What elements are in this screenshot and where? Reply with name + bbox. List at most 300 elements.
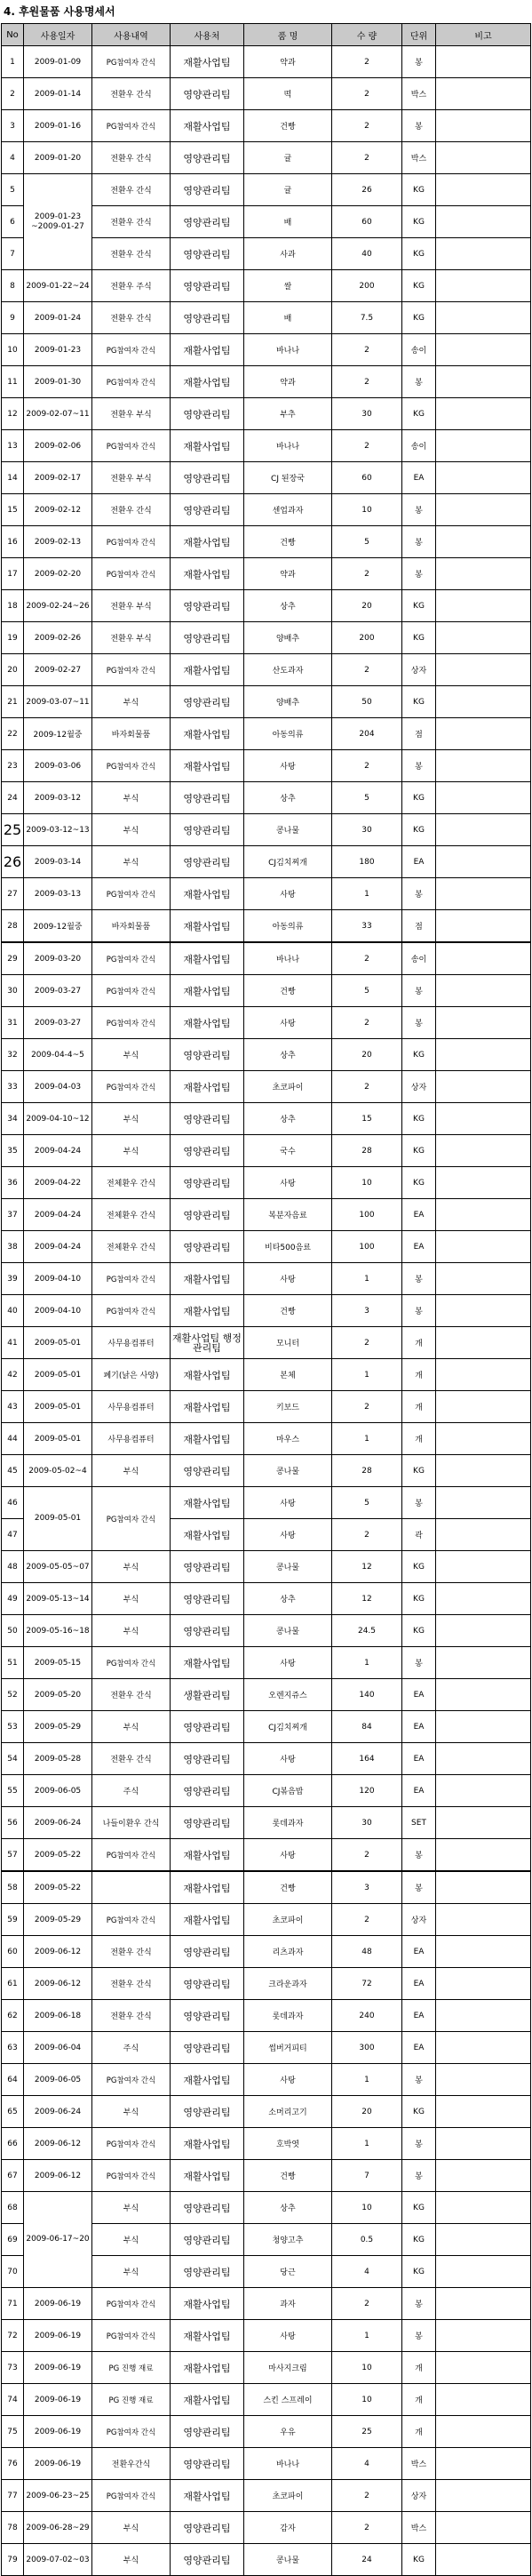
cell-reason: 전환우 간식 — [92, 1743, 171, 1775]
cell-note — [436, 110, 531, 142]
table-row — [2, 782, 531, 814]
cell-item: 스킨 스프레이 — [244, 2384, 332, 2416]
cell-note — [436, 430, 531, 462]
cell-reason: 전환우 부식 — [92, 462, 171, 494]
cell-no: 8 — [2, 270, 24, 302]
cell-reason: 부식 — [92, 1711, 171, 1743]
cell-note — [436, 1904, 531, 1936]
cell-dept: 영양관리팀 — [171, 2000, 244, 2032]
cell-reason: 전환우 간식 — [92, 302, 171, 334]
cell-reason: 부식 — [92, 782, 171, 814]
cell-qty: 48 — [332, 1936, 402, 1968]
table-row — [2, 1583, 531, 1615]
cell-date: 2009-06-19 — [24, 2448, 92, 2480]
cell-unit: 봉 — [402, 558, 436, 590]
cell-date: 2009-06-23~25 — [24, 2480, 92, 2512]
cell-dept: 영양관리팀 — [171, 462, 244, 494]
cell-unit: EA — [402, 1968, 436, 2000]
table-row — [2, 2160, 531, 2192]
cell-qty: 2 — [332, 334, 402, 366]
table-row — [2, 1936, 531, 1968]
cell-unit: EA — [402, 1679, 436, 1711]
cell-dept: 영양관리팀 — [171, 1743, 244, 1775]
cell-unit: EA — [402, 2032, 436, 2064]
cell-item: CJ김치찌개 — [244, 846, 332, 878]
cell-qty: 2 — [332, 1391, 402, 1423]
cell-item: 콩나물 — [244, 1551, 332, 1583]
cell-note — [436, 1423, 531, 1455]
cell-note — [436, 1839, 531, 1872]
cell-unit: 개 — [402, 1391, 436, 1423]
table-header-row — [2, 24, 531, 46]
cell-unit: EA — [402, 462, 436, 494]
cell-item: 상추 — [244, 782, 332, 814]
cell-reason: 부식 — [92, 2256, 171, 2288]
cell-dept: 재활사업팀 — [171, 1647, 244, 1679]
cell-date: 2009-12월중 — [24, 910, 92, 943]
table-row — [2, 1839, 531, 1872]
cell-note — [436, 878, 531, 910]
cell-dept: 영양관리팀 — [171, 1807, 244, 1839]
cell-qty: 1 — [332, 2128, 402, 2160]
cell-qty: 2 — [332, 366, 402, 398]
cell-unit: 개 — [402, 2416, 436, 2448]
cell-item: 콩나물 — [244, 1455, 332, 1487]
cell-note — [436, 1936, 531, 1968]
cell-dept: 재활사업팀 — [171, 2128, 244, 2160]
cell-item: 사탕 — [244, 1519, 332, 1551]
cell-unit: SET — [402, 1807, 436, 1839]
cell-no: 27 — [2, 878, 24, 910]
cell-item: 아동의류 — [244, 910, 332, 943]
cell-note — [436, 2096, 531, 2128]
cell-no: 68 — [2, 2192, 24, 2224]
table-row — [2, 1647, 531, 1679]
cell-reason: 전체환우 간식 — [92, 1231, 171, 1263]
cell-no: 37 — [2, 1199, 24, 1231]
cell-item: 국수 — [244, 1135, 332, 1167]
cell-unit: 봉 — [402, 878, 436, 910]
cell-reason: 전환우 간식 — [92, 142, 171, 174]
cell-qty: 60 — [332, 462, 402, 494]
cell-note — [436, 590, 531, 622]
cell-date: 2009-06-19 — [24, 2288, 92, 2320]
cell-no: 71 — [2, 2288, 24, 2320]
cell-unit: KG — [402, 302, 436, 334]
cell-dept: 재활사업팀 — [171, 1871, 244, 1904]
cell-unit: 봉 — [402, 1295, 436, 1327]
cell-unit: KG — [402, 2224, 436, 2256]
cell-no: 78 — [2, 2512, 24, 2544]
cell-qty: 1 — [332, 1647, 402, 1679]
cell-qty: 60 — [332, 206, 402, 238]
cell-dept: 영양관리팀 — [171, 302, 244, 334]
cell-no: 40 — [2, 1295, 24, 1327]
cell-date: 2009-01-30 — [24, 366, 92, 398]
cell-no: 76 — [2, 2448, 24, 2480]
cell-date: 2009-06-12 — [24, 1968, 92, 2000]
cell-reason: 전환우 간식 — [92, 2000, 171, 2032]
cell-date: 2009-04-24 — [24, 1135, 92, 1167]
cell-unit: KG — [402, 174, 436, 206]
cell-no: 32 — [2, 1039, 24, 1071]
cell-qty: 5 — [332, 975, 402, 1007]
cell-unit: EA — [402, 1231, 436, 1263]
cell-reason: 전환우 간식 — [92, 78, 171, 110]
cell-dept: 영양관리팀 — [171, 2192, 244, 2224]
cell-qty: 12 — [332, 1583, 402, 1615]
cell-qty: 2 — [332, 2288, 402, 2320]
cell-unit: 박스 — [402, 142, 436, 174]
cell-date: 2009-04-4~5 — [24, 1039, 92, 1071]
cell-qty: 28 — [332, 1455, 402, 1487]
cell-no: 44 — [2, 1423, 24, 1455]
cell-note — [436, 2064, 531, 2096]
cell-reason: PG참여자 간식 — [92, 1904, 171, 1936]
cell-item: 산도과자 — [244, 654, 332, 686]
cell-dept: 재활사업팀 — [171, 1391, 244, 1423]
cell-reason: 부식 — [92, 2512, 171, 2544]
cell-qty: 200 — [332, 270, 402, 302]
cell-note — [436, 718, 531, 750]
cell-item: 사탕 — [244, 1007, 332, 1039]
cell-item: 사탕 — [244, 1263, 332, 1295]
cell-unit: 봉 — [402, 975, 436, 1007]
cell-item: 상추 — [244, 1583, 332, 1615]
cell-dept: 영양관리팀 — [171, 1551, 244, 1583]
cell-item: 복분자음료 — [244, 1199, 332, 1231]
cell-note — [436, 526, 531, 558]
cell-reason: PG참여자 간식 — [92, 2416, 171, 2448]
cell-qty: 10 — [332, 494, 402, 526]
cell-qty: 120 — [332, 1775, 402, 1807]
cell-date: 2009-05-20 — [24, 1679, 92, 1711]
cell-no: 39 — [2, 1263, 24, 1295]
cell-qty: 2 — [332, 430, 402, 462]
cell-no: 54 — [2, 1743, 24, 1775]
cell-item: 초코파이 — [244, 1071, 332, 1103]
cell-no: 12 — [2, 398, 24, 430]
cell-item: 사탕 — [244, 1167, 332, 1199]
cell-reason: PG참여자 간식 — [92, 1071, 171, 1103]
cell-date: 2009-05-02~4 — [24, 1455, 92, 1487]
cell-reason: PG참여자 간식 — [92, 1487, 171, 1551]
cell-dept: 영양관리팀 — [171, 2448, 244, 2480]
cell-dept: 영양관리팀 — [171, 174, 244, 206]
cell-dept: 영양관리팀 — [171, 78, 244, 110]
table-row — [2, 526, 531, 558]
table-row — [2, 462, 531, 494]
cell-dept: 재활사업팀 — [171, 1007, 244, 1039]
cell-reason: PG참여자 간식 — [92, 2288, 171, 2320]
table-row — [2, 1711, 531, 1743]
cell-note — [436, 270, 531, 302]
cell-date: 2009-05-01 — [24, 1423, 92, 1455]
cell-qty: 100 — [332, 1199, 402, 1231]
cell-no: 46 — [2, 1487, 24, 1519]
cell-qty: 7.5 — [332, 302, 402, 334]
cell-reason: 사무용컴퓨터 — [92, 1327, 171, 1359]
cell-date: 2009-05-29 — [24, 1904, 92, 1936]
cell-reason: 전환우 간식 — [92, 1968, 171, 2000]
cell-note — [436, 1039, 531, 1071]
cell-note — [436, 558, 531, 590]
cell-dept: 영양관리팀 — [171, 1167, 244, 1199]
cell-item: 건빵 — [244, 975, 332, 1007]
cell-reason: 주식 — [92, 1775, 171, 1807]
col-header-item: 품 명 — [244, 24, 332, 46]
cell-date: 2009-05-22 — [24, 1839, 92, 1872]
table-row — [2, 686, 531, 718]
cell-note — [436, 750, 531, 782]
cell-note — [436, 1551, 531, 1583]
table-row — [2, 46, 531, 78]
cell-reason: 전환우 주식 — [92, 270, 171, 302]
cell-unit: 상자 — [402, 1071, 436, 1103]
cell-note — [436, 975, 531, 1007]
table-row — [2, 718, 531, 750]
cell-dept: 영양관리팀 — [171, 1775, 244, 1807]
cell-item: CJ볶음밥 — [244, 1775, 332, 1807]
cell-qty: 2 — [332, 110, 402, 142]
cell-reason: 전환우 부식 — [92, 398, 171, 430]
cell-dept: 영양관리팀 — [171, 2544, 244, 2576]
cell-item: 사탕 — [244, 2320, 332, 2352]
cell-reason: PG참여자 간식 — [92, 2320, 171, 2352]
cell-no: 65 — [2, 2096, 24, 2128]
cell-qty: 204 — [332, 718, 402, 750]
cell-reason: PG참여자 간식 — [92, 558, 171, 590]
cell-date: 2009-05-22 — [24, 1871, 92, 1904]
cell-no: 64 — [2, 2064, 24, 2096]
cell-item: CJ김치찌개 — [244, 1711, 332, 1743]
cell-item: 사탕 — [244, 1487, 332, 1519]
cell-no: 60 — [2, 1936, 24, 1968]
cell-dept: 재활사업팀 — [171, 1359, 244, 1391]
cell-dept: 재활사업팀 — [171, 1519, 244, 1551]
cell-note — [436, 1679, 531, 1711]
cell-qty: 12 — [332, 1551, 402, 1583]
cell-reason: 부식 — [92, 686, 171, 718]
table-row — [2, 1391, 531, 1423]
cell-unit: 점 — [402, 718, 436, 750]
table-row — [2, 2544, 531, 2576]
cell-qty: 72 — [332, 1968, 402, 2000]
cell-date: 2009-01-23 ~2009-01-27 — [24, 174, 92, 270]
cell-qty: 1 — [332, 1423, 402, 1455]
table-row — [2, 814, 531, 846]
cell-date: 2009-02-20 — [24, 558, 92, 590]
cell-date: 2009-05-01 — [24, 1487, 92, 1551]
table-row — [2, 1615, 531, 1647]
cell-qty: 30 — [332, 398, 402, 430]
cell-note — [436, 398, 531, 430]
cell-no: 66 — [2, 2128, 24, 2160]
cell-unit: KG — [402, 1167, 436, 1199]
cell-item: 양배추 — [244, 686, 332, 718]
cell-reason: 부식 — [92, 846, 171, 878]
cell-no: 34 — [2, 1103, 24, 1135]
table-row — [2, 1231, 531, 1263]
cell-reason: PG참여자 간식 — [92, 1263, 171, 1295]
cell-qty: 3 — [332, 1295, 402, 1327]
cell-reason: PG참여자 간식 — [92, 366, 171, 398]
cell-dept: 영양관리팀 — [171, 494, 244, 526]
cell-no: 21 — [2, 686, 24, 718]
cell-note — [436, 46, 531, 78]
cell-qty: 2 — [332, 1904, 402, 1936]
cell-no: 49 — [2, 1583, 24, 1615]
cell-unit: 봉 — [402, 1839, 436, 1872]
table-row — [2, 910, 531, 943]
table-row — [2, 174, 531, 206]
cell-dept: 재활사업팀 — [171, 558, 244, 590]
table-row — [2, 2448, 531, 2480]
cell-qty: 164 — [332, 1743, 402, 1775]
cell-note — [436, 1103, 531, 1135]
table-row — [2, 2064, 531, 2096]
cell-item: 건빵 — [244, 110, 332, 142]
cell-qty: 20 — [332, 2096, 402, 2128]
cell-note — [436, 302, 531, 334]
cell-dept: 재활사업팀 — [171, 1263, 244, 1295]
cell-unit: KG — [402, 1135, 436, 1167]
cell-unit: 봉 — [402, 1263, 436, 1295]
cell-date: 2009-03-13 — [24, 878, 92, 910]
cell-qty: 30 — [332, 1807, 402, 1839]
table-row — [2, 2192, 531, 2224]
cell-qty: 0.5 — [332, 2224, 402, 2256]
cell-qty: 10 — [332, 1167, 402, 1199]
cell-item: 오렌지쥬스 — [244, 1679, 332, 1711]
cell-item: 상추 — [244, 1103, 332, 1135]
cell-reason: PG참여자 간식 — [92, 1295, 171, 1327]
cell-dept: 영양관리팀 — [171, 2032, 244, 2064]
cell-unit: 봉 — [402, 494, 436, 526]
cell-date: 2009-02-17 — [24, 462, 92, 494]
cell-qty: 2 — [332, 1519, 402, 1551]
cell-date: 2009-04-03 — [24, 1071, 92, 1103]
cell-date: 2009-03-20 — [24, 942, 92, 975]
cell-dept: 영양관리팀 — [171, 590, 244, 622]
cell-item: 초코파이 — [244, 1904, 332, 1936]
cell-date: 2009-07-02~03 — [24, 2544, 92, 2576]
cell-no: 25 — [2, 814, 24, 846]
cell-no: 15 — [2, 494, 24, 526]
table-row — [2, 1199, 531, 1231]
cell-qty: 50 — [332, 686, 402, 718]
cell-dept: 영양관리팀 — [171, 1039, 244, 1071]
cell-qty: 10 — [332, 2384, 402, 2416]
cell-reason: 부식 — [92, 2224, 171, 2256]
cell-item: 초코파이 — [244, 2480, 332, 2512]
cell-qty: 2 — [332, 1327, 402, 1359]
cell-item: 비타500음료 — [244, 1231, 332, 1263]
cell-unit: KG — [402, 1583, 436, 1615]
cell-reason: 부식 — [92, 1039, 171, 1071]
cell-no: 77 — [2, 2480, 24, 2512]
cell-reason: 나들이환우 간식 — [92, 1807, 171, 1839]
cell-no: 2 — [2, 78, 24, 110]
cell-date: 2009-06-24 — [24, 2096, 92, 2128]
cell-reason: PG참여자 간식 — [92, 1007, 171, 1039]
cell-item: 부추 — [244, 398, 332, 430]
cell-qty: 7 — [332, 2160, 402, 2192]
cell-note — [436, 1775, 531, 1807]
cell-date: 2009-04-24 — [24, 1199, 92, 1231]
table-row — [2, 494, 531, 526]
cell-unit: 박스 — [402, 78, 436, 110]
cell-unit: 봉 — [402, 46, 436, 78]
table-row — [2, 430, 531, 462]
cell-reason: PG참여자 간식 — [92, 1647, 171, 1679]
cell-note — [436, 2544, 531, 2576]
cell-dept: 재활사업팀 — [171, 1295, 244, 1327]
cell-reason: 주식 — [92, 2032, 171, 2064]
cell-item: 사탕 — [244, 878, 332, 910]
cell-date: 2009-06-28~29 — [24, 2512, 92, 2544]
cell-reason: 전체환우 간식 — [92, 1199, 171, 1231]
cell-item: 리츠과자 — [244, 1936, 332, 1968]
cell-note — [436, 1519, 531, 1551]
cell-dept: 재활사업팀 — [171, 2480, 244, 2512]
cell-date: 2009-03-14 — [24, 846, 92, 878]
cell-dept: 영양관리팀 — [171, 1199, 244, 1231]
cell-unit: EA — [402, 1199, 436, 1231]
cell-unit: 송이 — [402, 430, 436, 462]
cell-dept: 재활사업팀 — [171, 1423, 244, 1455]
cell-no: 7 — [2, 238, 24, 270]
table-row — [2, 1679, 531, 1711]
cell-reason: 부식 — [92, 1615, 171, 1647]
cell-no: 20 — [2, 654, 24, 686]
cell-note — [436, 1455, 531, 1487]
cell-item: 키보드 — [244, 1391, 332, 1423]
cell-dept: 영양관리팀 — [171, 1583, 244, 1615]
cell-unit: KG — [402, 590, 436, 622]
cell-unit: 상자 — [402, 2480, 436, 2512]
cell-dept: 재활사업팀 — [171, 942, 244, 975]
table-row — [2, 398, 531, 430]
cell-date: 2009-03-12~13 — [24, 814, 92, 846]
cell-no: 63 — [2, 2032, 24, 2064]
cell-note — [436, 462, 531, 494]
col-header-qty: 수 량 — [332, 24, 402, 46]
col-header-unit: 단위 — [402, 24, 436, 46]
cell-unit: 봉 — [402, 1647, 436, 1679]
cell-note — [436, 1199, 531, 1231]
cell-no: 10 — [2, 334, 24, 366]
table-row — [2, 1039, 531, 1071]
cell-item: 쌀 — [244, 270, 332, 302]
cell-note — [436, 238, 531, 270]
cell-note — [436, 2288, 531, 2320]
cell-date: 2009-05-29 — [24, 1711, 92, 1743]
cell-qty: 4 — [332, 2448, 402, 2480]
cell-dept: 영양관리팀 — [171, 1231, 244, 1263]
cell-reason: PG참여자 간식 — [92, 975, 171, 1007]
cell-unit: KG — [402, 814, 436, 846]
cell-dept: 재활사업팀 — [171, 2288, 244, 2320]
table-row — [2, 654, 531, 686]
cell-dept: 영양관리팀 — [171, 1103, 244, 1135]
cell-reason: PG참여자 간식 — [92, 110, 171, 142]
cell-no: 24 — [2, 782, 24, 814]
cell-note — [436, 2448, 531, 2480]
cell-date: 2009-05-13~14 — [24, 1583, 92, 1615]
donation-usage-table — [1, 23, 531, 2576]
cell-date: 2009-05-28 — [24, 1743, 92, 1775]
